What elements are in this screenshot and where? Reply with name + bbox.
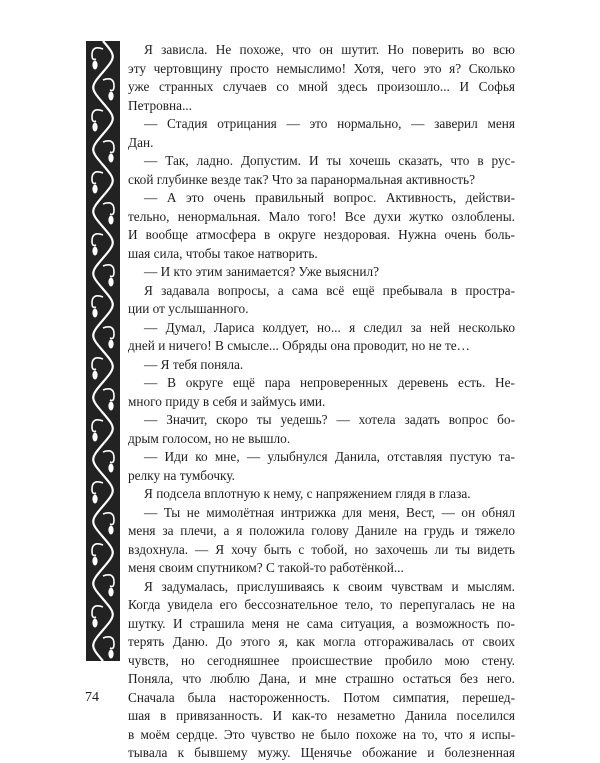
- text-line: релку на тумбочку.: [128, 467, 235, 483]
- vine-leaf: [92, 619, 97, 628]
- vine-leaf: [92, 495, 97, 504]
- text-line: шая в привязанность. И как-то незаметно Данила поселился: [128, 708, 515, 723]
- text-line: Дан.: [128, 134, 154, 150]
- text-line: — Стадия отрицания — это нормально, — заверил меня: [144, 116, 515, 131]
- vine-leaf: [108, 650, 113, 659]
- text-line: Я задавала вопросы, а сама всё ещё пребывала в простра-: [144, 282, 515, 298]
- text-line: меня за плечи, а я положила голову Даниле на грудь и тяжело: [128, 523, 515, 538]
- text-line: Я задумалась, прислушиваясь к своим чувствам и мыслям.: [144, 578, 515, 594]
- vine-ornament-border: [86, 41, 120, 661]
- text-line: Я зависла. Не похоже, что он шутит. Но поверить во всю: [144, 42, 515, 57]
- vine-leaf: [108, 402, 113, 411]
- page-number: 74: [85, 690, 99, 705]
- vine-leaf: [92, 557, 97, 566]
- text-line: Сначала была настороженность. Потом симпатия, перешед-: [128, 689, 515, 705]
- vine-leaf: [108, 526, 113, 535]
- text-line: Когда увидела его бессознательное тело, то перепугалась не на: [128, 597, 515, 612]
- text-line: чувств, но сегодняшнее происшествие пробило мою стену.: [128, 652, 515, 668]
- vine-leaf: [92, 433, 97, 442]
- vine-leaf: [108, 216, 113, 225]
- text-line: — И кто этим занимается? Уже выяснил?: [144, 264, 380, 279]
- text-line: тельно, ненормальная. Мало того! Все духи жутко озлоблены.: [128, 208, 515, 224]
- vine-leaf: [108, 278, 113, 287]
- body-text: [128, 41, 515, 763]
- text-line: вздохнула. — Я хочу быть с тобой, но захочешь ли ты видеть: [128, 541, 515, 557]
- text-line: шая сила, чтобы такое натворить.: [128, 245, 318, 261]
- text-line: шутку. И страшила меня не сама ситуация, а возможность по-: [128, 615, 515, 631]
- text-line: — Я тебя поняла.: [144, 356, 244, 372]
- vine-leaf: [108, 464, 113, 473]
- text-line: уже странных случаев со мной здесь произошло... И Софья: [128, 79, 515, 94]
- text-line: в моём сердце. Это чувство не было похоже на то, что я испы-: [128, 726, 515, 742]
- text-line: много приду в себя и займусь ими.: [128, 393, 326, 409]
- vine-leaf: [108, 92, 113, 101]
- text-line: — Иди ко мне, — улыбнулся Данила, отставляя пустую та-: [144, 449, 515, 464]
- text-line: дрым голосом, но не вышло.: [128, 430, 291, 446]
- text-line: — Значит, скоро ты уедешь? — хотела задать вопрос бо-: [144, 412, 515, 427]
- text-line: Петровна...: [128, 97, 193, 113]
- vine-leaf: [92, 185, 97, 194]
- text-line: — А это очень правильный вопрос. Активность, действи-: [144, 190, 515, 205]
- text-line: дней и ничего! В смысле... Обряды она проводит, но не те…: [128, 338, 470, 353]
- text-line: Я подсела вплотную к нему, с напряжением глядя в глаза.: [144, 486, 471, 501]
- vine-leaf: [92, 247, 97, 256]
- vine-leaf: [108, 154, 113, 163]
- text-line: терять Даню. До этого я, как могла отгораживалась от своих: [128, 634, 515, 649]
- vine-leaf: [108, 588, 113, 597]
- text-line: тывала к бывшему мужу. Щенячье обожание и болезненная: [128, 745, 515, 760]
- text-line: — Ты не мимолётная интрижка для меня, Вест, — он обнял: [144, 504, 515, 520]
- text-line: — Думал, Лариса колдует, но... я следил за ней несколько: [144, 319, 515, 335]
- vine-leaf: [92, 123, 97, 132]
- text-line: меня своим спутником? С такой-то работёнкой...: [128, 560, 404, 575]
- text-line: ской глубинке везде так? Что за паранормальная активность?: [128, 171, 476, 187]
- text-line: — В округе ещё пара непроверенных деревень есть. Не-: [144, 375, 515, 390]
- vine-leaf: [92, 309, 97, 318]
- vine-leaf: [108, 340, 113, 349]
- text-line: эту чертовщину просто немыслимо! Хотя, чего это я? Сколько: [128, 60, 515, 76]
- vine-leaf: [92, 61, 97, 70]
- vine-leaf: [92, 371, 97, 380]
- text-line: ции от услышанного.: [128, 301, 249, 316]
- text-line: — Так, ладно. Допустим. И ты хочешь сказать, что в рус-: [144, 153, 515, 168]
- text-line: Поняла, что люблю Дана, и мне страшно остаться без него.: [128, 671, 515, 686]
- text-line: И вообще атмосфера в округе нездоровая. Нужна очень боль-: [128, 227, 515, 242]
